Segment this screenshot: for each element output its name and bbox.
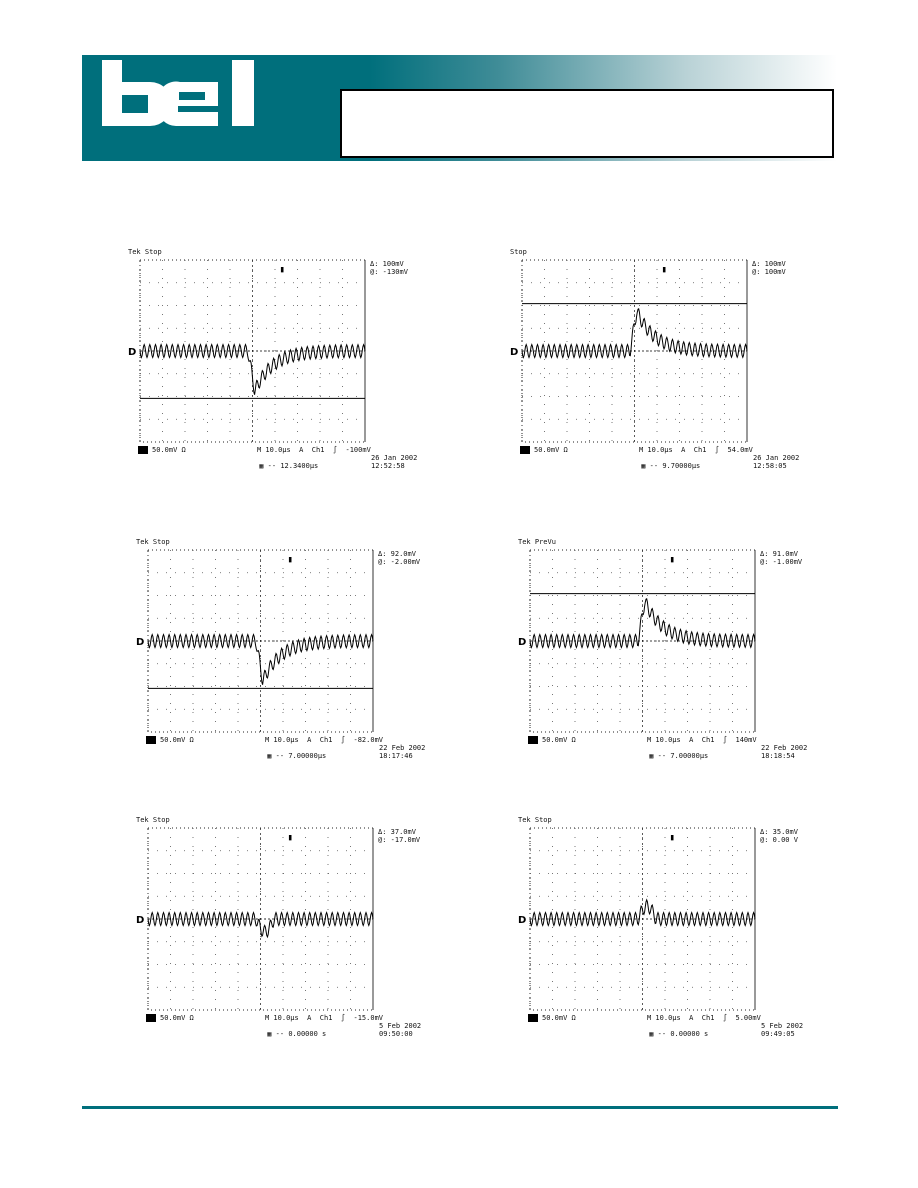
cursor-readout: ▦ -- 0.00000 s: [267, 1030, 327, 1038]
oscilloscope-capture-1: [128, 250, 428, 500]
oscilloscope-capture-2: [510, 250, 810, 500]
trigger-marker-icon: ▮: [287, 833, 293, 843]
delta-readout: Δ: 92.0mV: [378, 550, 416, 558]
capture-time: 12:52:58: [371, 462, 405, 470]
trigger-marker-icon: ▮: [661, 265, 667, 275]
trigger-marker-icon: ▮: [287, 555, 293, 565]
header-left-label: Tek Stop: [136, 538, 170, 546]
delta-readout: Δ: 100mV: [370, 260, 404, 268]
channel-scale: 50.0mV Ω: [160, 736, 194, 744]
timebase-readout: M 10.0μs A Ch1 ∫ 140mV: [647, 736, 757, 744]
timebase-readout: M 10.0μs A Ch1 ∫ 54.0mV: [639, 446, 753, 454]
at-readout: @: 0.00 V: [760, 836, 798, 844]
footer-line: [82, 1106, 838, 1109]
oscilloscope-capture-6: [518, 818, 818, 1068]
channel-badge: [146, 736, 156, 744]
trigger-marker-icon: ▮: [669, 555, 675, 565]
capture-time: 12:58:05: [753, 462, 787, 470]
capture-date: 26 Jan 2002: [753, 454, 800, 462]
cursor-readout: ▦ -- 0.00000 s: [649, 1030, 709, 1038]
delta-readout: Δ: 35.0mV: [760, 828, 798, 836]
ground-marker-icon: D: [128, 347, 137, 358]
ground-marker-icon: D: [136, 915, 145, 926]
at-readout: @: 100mV: [752, 268, 786, 276]
timebase-readout: M 10.0μs A Ch1 ∫ 5.00mV: [647, 1014, 761, 1022]
ground-marker-icon: D: [510, 347, 519, 358]
capture-date: 22 Feb 2002: [761, 744, 808, 752]
header-left-label: Tek Stop: [128, 248, 162, 256]
oscilloscope-capture-5: [136, 818, 436, 1068]
capture-time: 18:17:46: [379, 752, 413, 760]
capture-date: 26 Jan 2002: [371, 454, 418, 462]
ground-marker-icon: D: [136, 637, 145, 648]
channel-scale: 50.0mV Ω: [160, 1014, 194, 1022]
delta-readout: Δ: 91.0mV: [760, 550, 798, 558]
channel-scale: 50.0mV Ω: [534, 446, 568, 454]
header-left-label: Tek Stop: [518, 816, 552, 824]
oscilloscope-capture-4: [518, 540, 818, 790]
cursor-readout: ▦ -- 7.00000μs: [649, 752, 709, 760]
at-readout: @: -17.0mV: [378, 836, 421, 844]
waveform-trace: [140, 345, 365, 395]
trigger-marker-icon: ▮: [279, 265, 285, 275]
oscilloscope-capture-3: [136, 540, 436, 790]
channel-badge: [520, 446, 530, 454]
trigger-marker-icon: ▮: [669, 833, 675, 843]
channel-badge: [138, 446, 148, 454]
delta-readout: Δ: 100mV: [752, 260, 786, 268]
channel-scale: 50.0mV Ω: [152, 446, 186, 454]
timebase-readout: M 10.0μs A Ch1 ∫ -82.0mV: [265, 736, 384, 744]
channel-badge: [528, 736, 538, 744]
bel-logo: [102, 52, 272, 132]
header-left-label: Tek Stop: [136, 816, 170, 824]
timebase-readout: M 10.0μs A Ch1 ∫ -100mV: [257, 446, 371, 454]
channel-scale: 50.0mV Ω: [542, 1014, 576, 1022]
header-left-label: Tek PreVu: [518, 538, 556, 546]
cursor-readout: ▦ -- 12.3400μs: [259, 462, 319, 470]
at-readout: @: -2.00mV: [378, 558, 421, 566]
ground-marker-icon: D: [518, 637, 527, 648]
channel-scale: 50.0mV Ω: [542, 736, 576, 744]
cursor-readout: ▦ -- 7.00000μs: [267, 752, 327, 760]
ground-marker-icon: D: [518, 915, 527, 926]
capture-date: 5 Feb 2002: [761, 1022, 804, 1030]
channel-badge: [146, 1014, 156, 1022]
title-box: [340, 89, 834, 158]
capture-time: 09:50:00: [379, 1030, 413, 1038]
cursor-readout: ▦ -- 9.70000μs: [641, 462, 701, 470]
capture-time: 09:49:05: [761, 1030, 795, 1038]
waveform-trace: [148, 635, 373, 685]
channel-badge: [528, 1014, 538, 1022]
at-readout: @: -130mV: [370, 268, 408, 276]
delta-readout: Δ: 37.0mV: [378, 828, 416, 836]
capture-time: 18:18:54: [761, 752, 795, 760]
header-left-label: Stop: [510, 248, 527, 256]
capture-date: 5 Feb 2002: [379, 1022, 422, 1030]
capture-date: 22 Feb 2002: [379, 744, 426, 752]
at-readout: @: -1.00mV: [760, 558, 803, 566]
timebase-readout: M 10.0μs A Ch1 ∫ -15.0mV: [265, 1014, 384, 1022]
